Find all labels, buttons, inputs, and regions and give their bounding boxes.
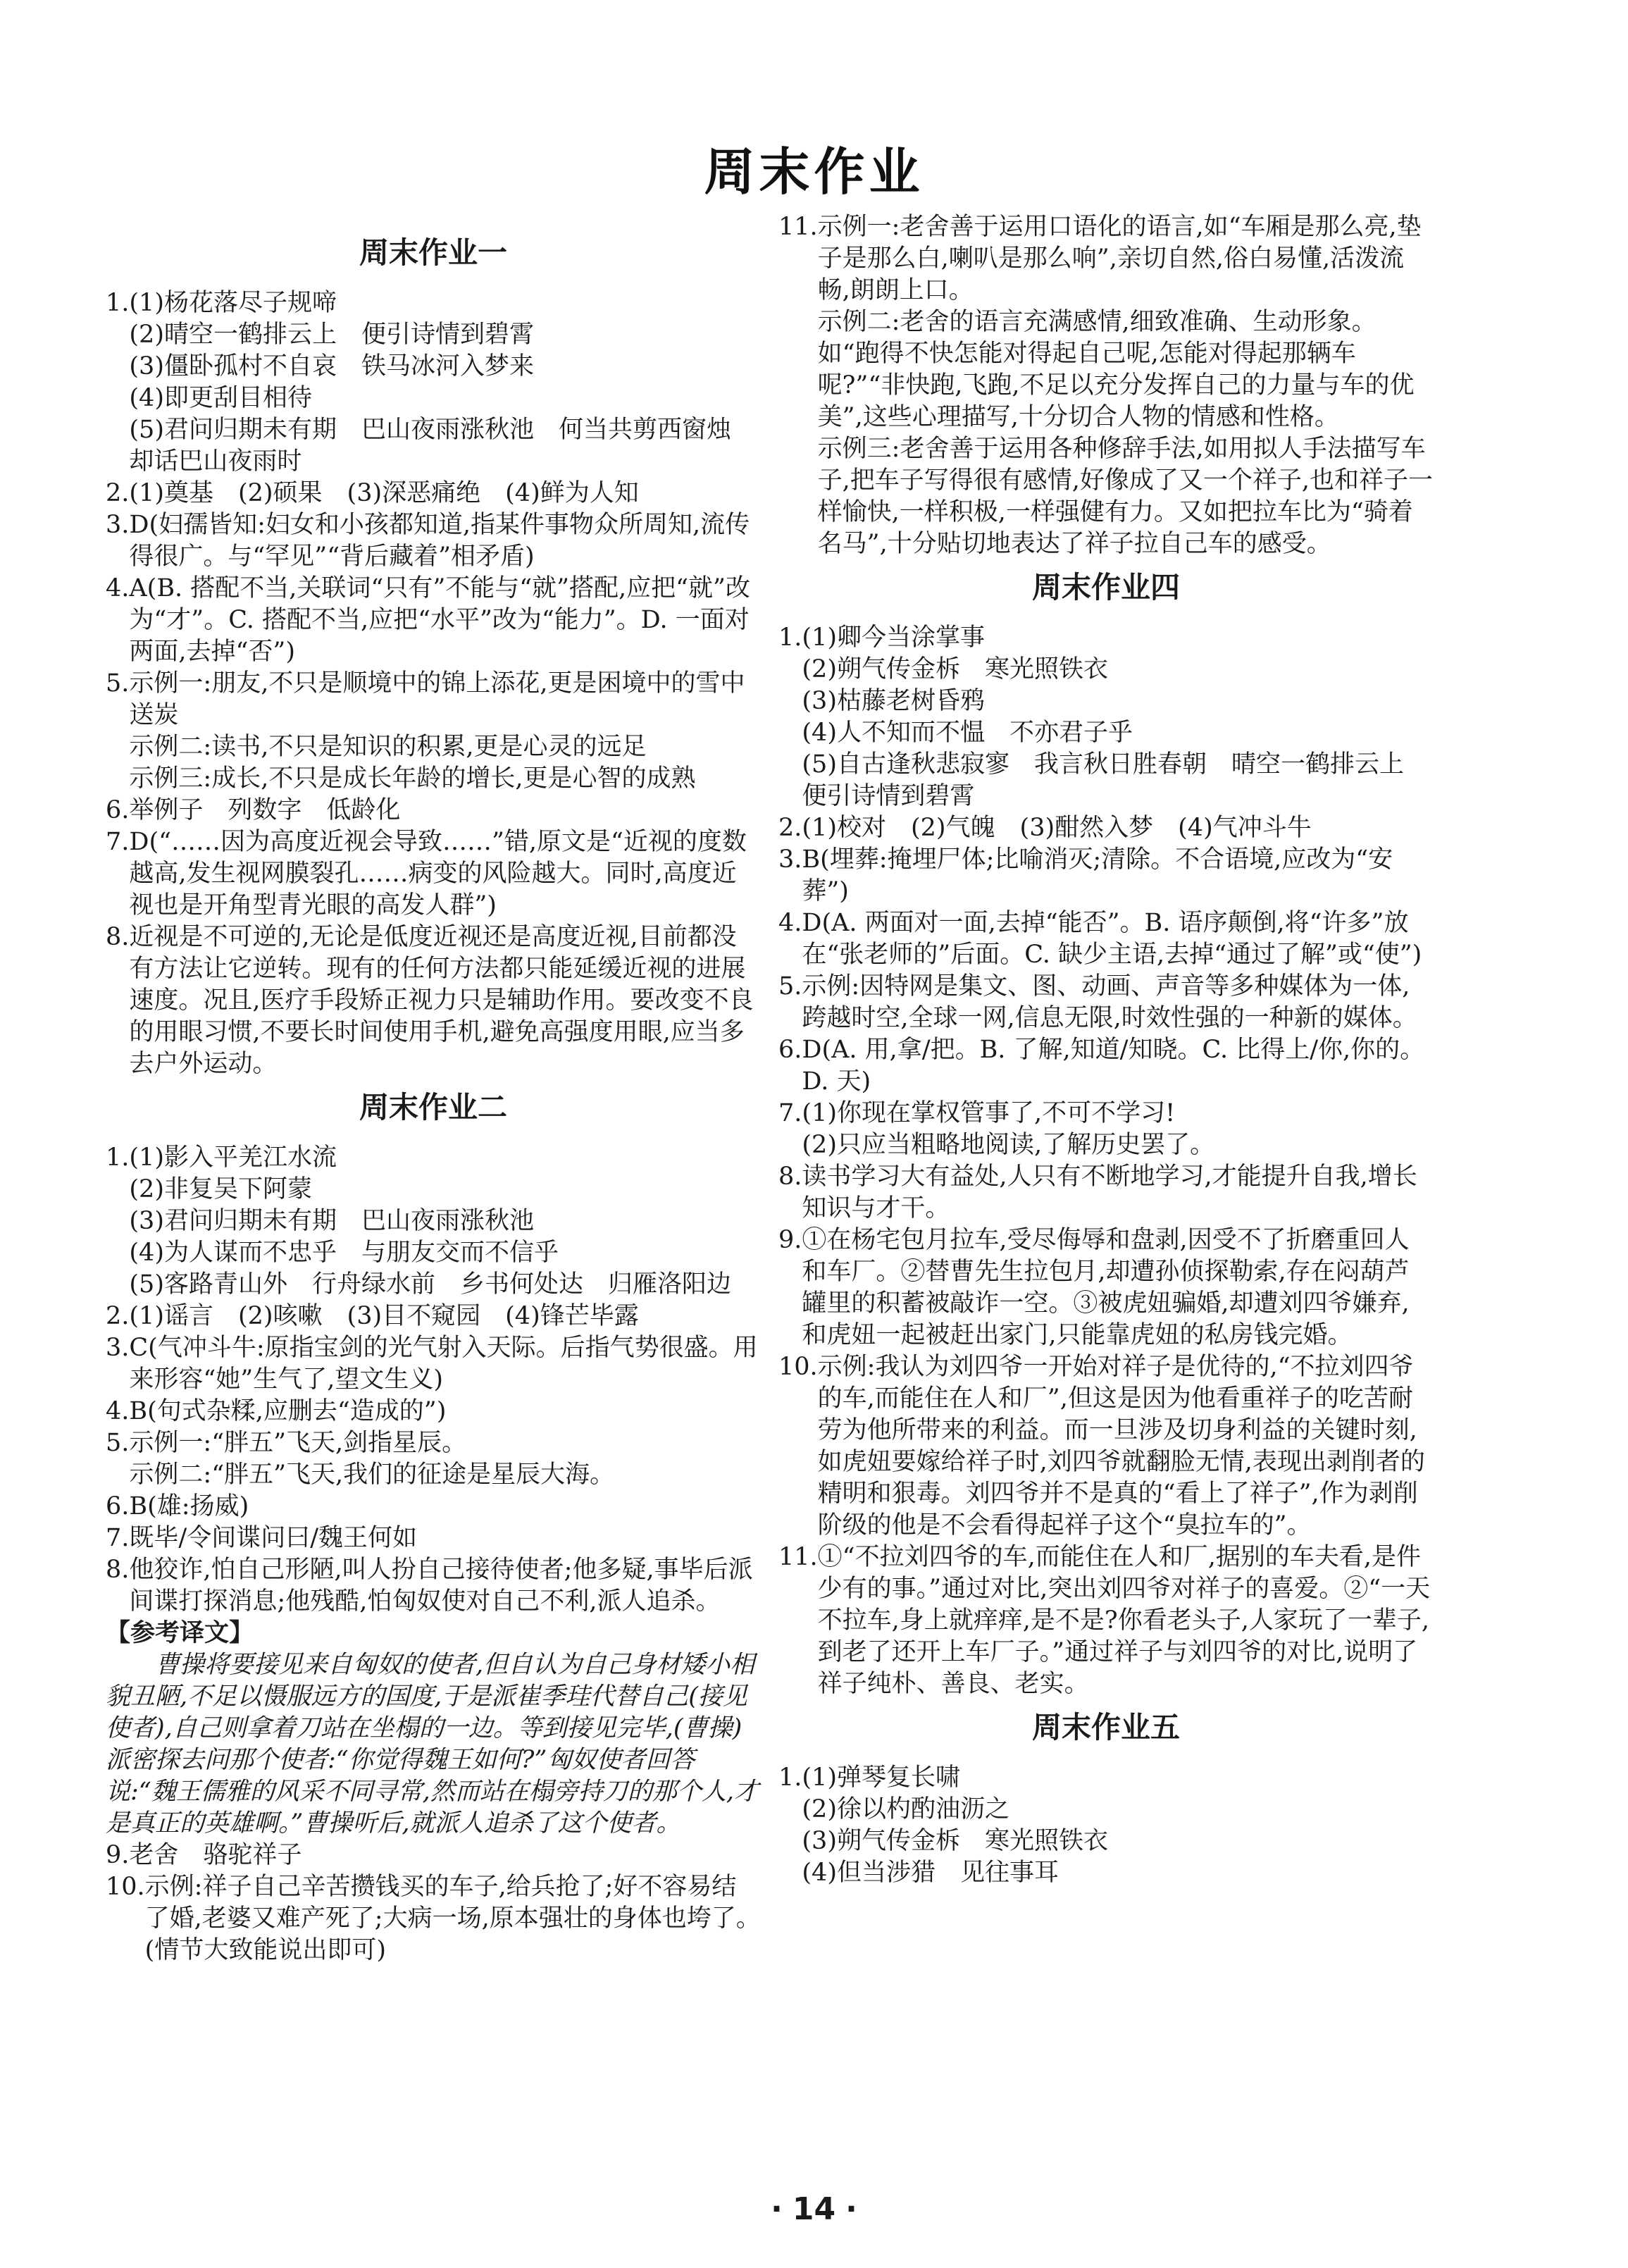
answer-text [802,1161,1434,1225]
answer-item [778,971,1434,1034]
section-title-4: 周末作业四 [1031,570,1180,605]
section-title-1: 周末作业一 [359,235,507,270]
answer-line: 示例一:朋友,不只是顺境中的锦上添花,更是困境中的雪中送炭 [129,669,745,729]
answer-number: 6. [778,1036,802,1064]
answer-item [106,826,761,922]
answer-item [106,1554,761,1618]
answer-line: (1)奠基 (2)硕果 (3)深恶痛绝 (4)鲜为人知 [129,479,639,507]
answer-text [129,795,761,826]
answer-line: 近视是不可逆的,无论是低度近视还是高度近视,目前都没有方法让它逆转。现有的任何方法都只能延缓近视的进展速度。况且,医疗手段矫正视力只是辅助作用。要改变不良的用眼习惯,不要长时间使用手机,避免高强度用眼,应当多去户外运动。 [129,923,754,1078]
answer-item [106,922,761,1080]
answer-line: 示例一:“胖五”飞天,剑指星辰。 [129,1429,467,1457]
answer-text [802,1762,1434,1889]
section-title-5: 周末作业五 [1031,1710,1180,1745]
answer-line: (3)朔气传金柝 寒光照铁衣 [802,1827,1108,1855]
answer-text [129,287,761,478]
answer-text [129,1491,761,1523]
answer-item [106,668,761,795]
section-5-list [778,1762,1434,1889]
answer-text [802,971,1434,1034]
answer-text [129,1332,761,1396]
answer-line: 既毕/令间谍问曰/魏王何如 [129,1524,417,1552]
answer-number: 5. [778,972,802,1000]
answer-text [802,844,1434,907]
answer-item [106,287,761,478]
answer-line: 老舍 骆驼祥子 [129,1841,302,1869]
answer-text [802,1098,1434,1161]
answer-line: 示例二:老舍的语言充满感情,细致准确、生动形象。如“跑得不快怎能对得起自己呢,怎能对得起那辆车呢?”“非快跑,飞跑,不足以充分发挥自己的力量与车的优美”,这些心理描写,十分切合人物的情感和性格。 [817,308,1415,431]
answer-number: 9. [106,1841,130,1869]
section-title-2: 周末作业二 [359,1090,507,1124]
answer-text [818,1542,1434,1700]
answer-text [129,1427,761,1491]
answer-number: 7. [106,828,130,856]
answer-item [778,622,1434,812]
answer-line: 示例三:老舍善于运用各种修辞手法,如用拟人手法描写车子,把车子写得很有感情,好像成了又一个祥子,也和祥子一样愉快,一样积极,一样强健有力。又如把拉车比为“骑着名马”,十分贴切地表达了祥子拉自己车的感受。 [817,435,1434,558]
answer-line: 示例三:成长,不只是成长年龄的增长,更是心智的成熟 [129,764,696,793]
page-number: · 14 · [771,2191,857,2227]
answer-number: 7. [106,1524,130,1552]
page-title: 周末作业 [704,142,924,202]
answer-text [129,826,761,922]
answer-item [778,1351,1434,1542]
answer-text [802,812,1434,844]
answer-text [129,573,761,668]
answer-number: 3. [106,511,130,539]
answer-number: 1. [778,1764,802,1792]
answer-item [778,1098,1434,1161]
answer-item [778,1762,1434,1889]
answer-text [129,1396,761,1427]
reference-translation-text: 曹操将要接见来自匈奴的使者,但自认为自己身材矮小相貌丑陋,不足以慑服远方的国度,于是派崔季珪代替自己(接见使者),自己则拿着刀站在坐榻的一边。等到接见完毕,(曹操)派密探去问那个使者:“你觉得魏王如何?”匈奴使者回答说:“魏王儒雅的风采不同寻常,然而站在榻旁持刀的那个人,才是真正的英雄啊。”曹操听后,就派人追杀了这个使者。 [106,1651,759,1838]
section-2-list [106,1142,761,1618]
answer-number: 4. [778,909,802,937]
answer-line: (2)非复吴下阿蒙 [129,1175,312,1203]
answer-line: 示例:祥子自己辛苦攒钱买的车子,给兵抢了;好不容易结了婚,老婆又难产死了;大病一场,原本强壮的身体也垮了。(情节大致能说出即可) [144,1873,761,1964]
answer-item [106,1840,761,1871]
answer-text [129,478,761,509]
answer-number: 2. [778,814,802,842]
answer-text [802,1225,1434,1351]
answer-item [106,1491,761,1523]
answer-item [106,1396,761,1427]
answer-item [778,1225,1434,1351]
answer-number: 2. [106,479,130,507]
answer-text [129,1554,761,1618]
answer-text [802,622,1434,812]
answer-number: 2. [106,1302,130,1330]
answer-line: (3)枯藤老树昏鸦 [802,687,985,715]
answer-line: (1)卿今当涂掌事 [802,624,985,652]
answer-line: (3)僵卧孤村不自哀 铁马冰河入梦来 [129,352,534,380]
answer-item [106,795,761,826]
answer-line: ①“不拉刘四爷的车,而能住在人和厂,据别的车夫看,是件少有的事。”通过对比,突出刘四爷对祥子的喜爱。②“一天不拉车,身上就痒痒,是不是?你看老头子,人家玩了一辈子,到老了还开上车厂子。”通过祥子与刘四爷的对比,说明了祥子纯朴、善良、老实。 [817,1543,1431,1698]
page-number-text: 14 [792,2191,836,2227]
answer-item [778,812,1434,844]
answer-number: 8. [778,1163,802,1191]
section-4-list [778,622,1434,1700]
answer-number: 4. [106,574,130,602]
answer-line: (4)人不知而不愠 不亦君子乎 [802,719,1133,747]
answer-line: 示例一:老舍善于运用口语化的语言,如“车厢是那么亮,垫子是那么白,喇叭是那么响”,亲切自然,俗白易懂,活泼流畅,朗朗上口。 [817,213,1422,304]
answer-line: (2)朔气传金柝 寒光照铁衣 [802,655,1108,683]
answer-line: 示例二:读书,不只是知识的积累,更是心灵的远足 [129,733,647,761]
answer-line: (1)你现在掌权管事了,不可不学习! [802,1099,1176,1127]
answer-item [778,907,1434,971]
right-column [778,211,1434,1889]
answer-text [129,1301,761,1332]
answer-number: 1. [778,624,802,652]
answer-line: A(B. 搭配不当,关联词“只有”不能与“就”搭配,应把“就”改为“才”。C. 搭配不当,应把“水平”改为“能力”。D. 一面对两面,去掉“否”) [129,574,750,666]
section-1-list [106,287,761,1080]
answer-line: (5)自古逢秋悲寂寥 我言秋日胜春朝 晴空一鹤排云上 便引诗情到碧霄 [802,750,1429,810]
answer-line: ①在杨宅包月拉车,受尽侮辱和盘剥,因受不了折磨重回人和车厂。②替曹先生拉包月,却遭孙侦探勒索,存在闷葫芦罐里的积蓄被敲诈一空。③被虎妞骗婚,却遭刘四爷嫌弃,和虎妞一起被赶出家门,只能靠虎妞的私房钱完婚。 [802,1226,1410,1349]
answer-item [106,1142,761,1301]
answer-number: 11. [778,213,818,241]
answer-number: 3. [106,1334,130,1362]
answer-number: 5. [106,1429,130,1457]
answer-line: D(A. 用,拿/把。B. 了解,知道/知晓。C. 比得上/你,你的。D. 天) [802,1036,1425,1096]
answer-line: 示例二:“胖五”飞天,我们的征途是星辰大海。 [129,1461,615,1489]
answer-line: 他狡诈,怕自己形陋,叫人扮自己接待使者;他多疑,事毕后派间谍打探消息;他残酷,怕匈奴使对自己不利,派人追杀。 [129,1556,753,1616]
answer-line: (1)影入平羌江水流 [129,1144,337,1172]
answer-line: (5)君问归期未有期 巴山夜雨涨秋池 何当共剪西窗烛 却话巴山夜雨时 [129,416,757,476]
section-2b-list [106,1840,761,1966]
answer-text [818,211,1434,560]
answer-line: (5)客路青山外 行舟绿水前 乡书何处达 归雁洛阳边 [129,1270,731,1299]
answer-item [778,1161,1434,1225]
answer-line: (1)弹琴复长啸 [802,1764,960,1792]
answer-line: (4)即更刮目相待 [129,384,312,412]
answer-line: 举例子 列数字 低龄化 [129,796,401,824]
answer-item [106,478,761,509]
answer-number: 8. [106,1556,130,1584]
answer-item [106,1427,761,1491]
answer-line: 读书学习大有益处,人只有不断地学习,才能提升自我,增长知识与才干。 [802,1163,1417,1222]
answer-text [818,1351,1434,1542]
answer-line: (2)只应当粗略地阅读,了解历史罢了。 [802,1131,1215,1159]
answer-line: (4)为人谋而不忠乎 与朋友交而不信乎 [129,1239,559,1267]
answer-item [106,1332,761,1396]
answer-line: (2)徐以杓酌油沥之 [802,1795,1009,1823]
answer-text [802,1034,1434,1098]
answer-line: (1)谣言 (2)咳嗽 (3)目不窥园 (4)锋芒毕露 [129,1302,639,1330]
answer-item [106,1871,761,1966]
left-column [106,225,761,1966]
answer-line: D(A. 两面对一面,去掉“能否”。B. 语序颠倒,将“许多”放在“张老师的”后面。C. 缺少主语,去掉“通过了解”或“使”) [802,909,1422,969]
answer-line: (2)晴空一鹤排云上 便引诗情到碧霄 [129,321,534,349]
answer-text [129,509,761,573]
answer-text [802,907,1434,971]
answer-line: (3)君问归期未有期 巴山夜雨涨秋池 [129,1207,534,1235]
answer-number: 6. [106,1492,130,1520]
answer-line: (1)杨花落尽子规啼 [129,289,337,317]
answer-item [778,844,1434,907]
answer-number: 10. [778,1353,818,1381]
answer-item [778,1034,1434,1098]
answer-line: (1)校对 (2)气魄 (3)酣然入梦 (4)气冲斗牛 [802,814,1312,842]
answer-number: 10. [106,1873,145,1901]
answer-number: 3. [778,845,802,874]
section-3-tail-list [778,211,1434,560]
answer-number: 8. [106,923,130,951]
answer-text [129,1142,761,1301]
answer-number: 7. [778,1099,802,1127]
answer-text [129,1523,761,1554]
answer-item [778,1542,1434,1700]
answer-number: 9. [778,1226,802,1254]
answer-text [129,668,761,795]
answer-text [145,1871,761,1966]
answer-line: 示例:我认为刘四爷一开始对祥子是优待的,“不拉刘四爷的车,而能住在人和厂”,但这是因为他看重祥子的吃苦耐劳为他所带来的利益。而一旦涉及切身利益的关键时刻,如虎妞要嫁给祥子时,刘四爷就翻脸无情,表现出剥削者的精明和狠毒。刘四爷并不是真的“看上了祥子”,作为剥削阶级的他是不会看得起祥子这个“臭拉车的”。 [817,1353,1425,1539]
answer-number: 11. [778,1543,818,1571]
answer-line: B(埋葬:掩埋尸体;比喻消灭;清除。不合语境,应改为“安葬”) [802,845,1393,905]
answer-number: 6. [106,796,130,824]
answer-line: D(妇孺皆知:妇女和小孩都知道,指某件事物众所周知,流传得很广。与“罕见”“背后藏着”相矛盾) [129,511,750,571]
answer-item [778,211,1434,560]
answer-line: D(“……因为高度近视会导致……”错,原文是“近视的度数越高,发生视网膜裂孔……病变的风险越大。同时,高度近视也是开角型青光眼的高发人群”) [129,828,747,919]
answer-number: 4. [106,1397,130,1425]
answer-item [106,1301,761,1332]
answer-number: 1. [106,289,130,317]
answer-item [106,1523,761,1554]
reference-translation-title: 【参考译文】 [106,1619,254,1647]
answer-text [129,1840,761,1871]
answer-text [129,922,761,1080]
answer-item [106,573,761,668]
answer-number: 5. [106,669,130,698]
answer-line: 示例:因特网是集文、图、动画、声音等多种媒体为一体,跨越时空,全球一网,信息无限,时效性强的一种新的媒体。 [802,972,1417,1032]
answer-line: B(雄:扬威) [129,1492,249,1520]
answer-line: C(气冲斗牛:原指宝剑的光气射入天际。后指气势很盛。用来形容“她”生气了,望文生义) [129,1334,758,1394]
answer-line: B(句式杂糅,应删去“造成的”) [129,1397,447,1425]
answer-item [106,509,761,573]
answer-number: 1. [106,1144,130,1172]
answer-line: (4)但当涉猎 见往事耳 [802,1859,1059,1887]
